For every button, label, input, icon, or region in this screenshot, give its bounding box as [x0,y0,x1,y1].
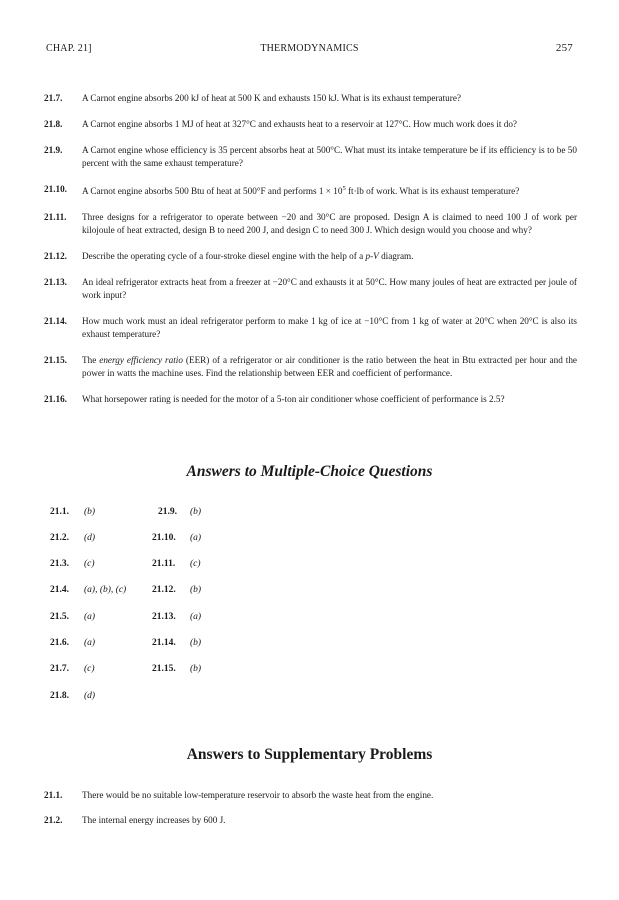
supplementary-problems-list [44,92,577,419]
answer-row [50,507,350,521]
problem-text: An ideal refrigerator extracts heat from a freezer at −20°C and exhausts it at 50°C. How many joules of heat are extracted per joule of work input? [82,277,577,300]
problem-number: 21.11. [44,212,67,223]
answer-number: 21.14. [152,638,176,648]
answer-text: The internal energy increases by 600 J. [82,814,226,825]
answer-value: (a) [84,638,96,648]
problem-number: 21.12. [44,251,67,262]
problem-number: 21.13. [44,277,67,288]
problem-text: A Carnot engine absorbs 200 kJ of heat at 500 K and exhausts 150 kJ. What is its exhaust temperature? [82,93,461,103]
answer-row [50,533,350,547]
problem-item [44,118,577,131]
problem-item [44,92,577,105]
problem-text: A Carnot engine absorbs 500 Btu of heat at 500°F and performs $1 \times 10^5$ ft·lb of work. What is its exhaust temperature? [82,185,520,197]
page-header [46,43,573,57]
answer-number: 21.7. [50,664,69,674]
problem-number: 21.10. [44,184,67,195]
answer-row [50,612,350,626]
problem-number: 21.8. [44,119,63,130]
supp-answers-heading: Answers to Supplementary Problems [186,746,433,763]
problem-item [44,211,577,236]
answer-row [50,585,350,599]
answer-text: There would be no suitable low-temperature reservoir to absorb the waste heat from the engine. [82,790,434,800]
answer-number: 21.6. [50,638,69,648]
answer-number: 21.12. [152,585,176,595]
answer-value: (a) [190,533,202,543]
answer-number: 21.4. [50,585,69,595]
answer-value: (d) [84,533,96,543]
answer-value: (b) [190,507,202,517]
chapter-label: CHAP. 21] [46,43,92,54]
problem-text: Describe the operating cycle of a four-stroke diesel engine with the help of a p-V diagram. [82,251,414,262]
answer-row [50,664,350,678]
answer-number: 21.8. [50,691,69,701]
problem-text: A Carnot engine whose efficiency is 35 percent absorbs heat at 500°C. What must its intake temperature be if its efficiency is to be 50 percent with the same exhaust temperature? [82,145,577,168]
answer-value: (a) [190,612,202,622]
answer-row [50,559,350,573]
supp-answers-list [44,789,577,838]
answer-number: 21.15. [152,664,176,674]
problem-item [44,315,577,340]
mc-answers-heading: Answers to Multiple-Choice Questions [186,463,433,480]
running-title: THERMODYNAMICS [260,43,359,54]
problem-item [44,393,577,406]
problem-text: What horsepower rating is needed for the motor of a 5-ton air conditioner whose coefficient of performance is 2.5? [82,393,505,404]
page-number: 257 [555,42,573,54]
supp-answer-item [44,789,577,802]
answer-number: 21.3. [50,559,69,569]
answer-value: (c) [84,559,95,569]
answer-value: (c) [190,559,201,569]
answer-number: 21.11. [152,559,176,569]
answer-number: 21.13. [152,612,176,622]
problem-number: 21.7. [44,93,63,103]
problem-item [44,144,577,169]
problem-number: 21.16. [44,393,67,404]
answer-value: (a) [84,612,96,622]
answer-value: (c) [84,664,95,674]
problem-number: 21.15. [44,354,67,365]
problem-item [44,250,577,263]
answer-number: 21.2. [50,533,69,543]
problem-item [44,276,577,301]
answer-value: (b) [190,638,202,648]
problem-text: The energy efficiency ratio (EER) of a refrigerator or air conditioner is the ratio between the heat in Btu extracted per hour and the power in watts the machine uses. Find the relationship between EER and coefficient of performance. [82,354,577,378]
answer-number: 21.1. [44,790,63,800]
problem-text: Three designs for a refrigerator to operate between −20 and 30°C are proposed. Design A is claimed to need 100 J of work per kilojoule of heat extracted, design B to need 200 J, and design C to need 300 J. Which design would you choose and why? [82,212,577,235]
answer-number: 21.1. [50,507,69,517]
supp-answer-item [44,814,577,827]
problem-number: 21.14. [44,316,67,327]
answer-number: 21.10. [152,533,176,543]
answer-value: (a), (b), (c) [84,585,127,595]
answer-number: 21.9. [158,507,177,517]
answer-row [50,638,350,652]
problem-number: 21.9. [44,145,63,156]
answer-number: 21.2. [44,814,63,825]
answer-row [50,691,350,705]
answer-value: (b) [84,507,96,517]
problem-text: How much work must an ideal refrigerator perform to make 1 kg of ice at −10°C from 1 kg of water at 20°C when 20°C is also its exhaust temperature? [82,316,577,339]
answer-number: 21.5. [50,612,69,622]
problem-text: A Carnot engine absorbs 1 MJ of heat at 327°C and exhausts heat to a reservoir at 127°C. How much work does it do? [82,119,517,130]
problem-item [44,354,577,379]
answer-value: (d) [84,691,96,701]
problem-item [44,183,577,198]
answer-value: (b) [190,585,202,595]
answer-value: (b) [190,664,202,674]
